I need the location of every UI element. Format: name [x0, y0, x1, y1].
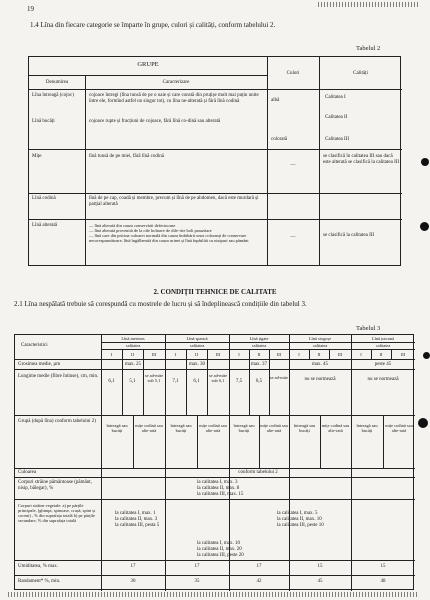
- sub-III: III: [215, 352, 221, 357]
- header-denumire: Denumirea: [45, 80, 69, 85]
- table-3: [14, 334, 414, 590]
- scan-speck: [420, 222, 429, 231]
- cell-value: max. 30: [188, 362, 206, 367]
- cell-value: la calitatea I, max. 3: [197, 480, 238, 485]
- cell-value: întreagă sau bucăți: [233, 423, 255, 434]
- section-1-4-text: 1.4 Lîna din fiecare categorie se împarte în grupe, culori și calități, conform tabelului 2.: [30, 21, 276, 29]
- cell-value: la calitatea III, max. 15: [197, 492, 244, 497]
- cell-value: la calitatea I, max. 10: [197, 541, 241, 546]
- cell-value: 35: [194, 579, 200, 584]
- cell-value: 7,1: [172, 379, 179, 384]
- scan-noise: [8, 592, 418, 597]
- cell-value: 48: [380, 579, 386, 584]
- cell-value: la calitatea II, max. 10: [277, 517, 322, 522]
- cell-value: 5,1: [129, 379, 136, 384]
- row-calitate: Calitatea I: [325, 95, 346, 100]
- cell-value: mițe codină sau alte-rată: [321, 423, 350, 434]
- row-calitate: se clasifică în calitatea III sau dacă este alterată se clasifică la calitatea III: [323, 154, 400, 165]
- column-header: Lînă țigaie: [249, 336, 269, 341]
- column-header: Lînă spancă: [186, 336, 208, 341]
- sub-II: II: [195, 352, 198, 357]
- cell-value: se ad-mite sub 5,1: [144, 373, 164, 384]
- row-label-culoare: Culoarea: [18, 470, 37, 475]
- cell-value: întreagă sau bucăți: [356, 423, 378, 434]
- calitatea-label: calitatea: [312, 343, 328, 348]
- row-desc: — lînă alterată din cauza conservării defectuoase — lînă alterată provenită de la oile bolnave de dife-rite boli parazitare — lînă care din pricina culoarei normală din cauza îmbibării unor coloranți de conservare necorespunzătoare, lînă îngălbenită din cauza urinei și lînă înpâslită cu nisipuri sau pământ: [89, 223, 249, 244]
- cell-value: 15: [380, 564, 386, 569]
- scan-speck: [418, 418, 428, 428]
- row-culoare: colorată: [271, 137, 288, 142]
- cell-value: la calitatea II, max. 3: [115, 517, 158, 522]
- sub-II: II: [131, 352, 134, 357]
- row-name: Lîna întreagă (cojoc): [32, 93, 74, 98]
- sub-III: III: [400, 352, 406, 357]
- scan-speck: [423, 352, 430, 359]
- sub-III: III: [337, 352, 343, 357]
- cell-value: 7,5: [235, 379, 243, 384]
- cell-value: peste 45: [374, 362, 392, 367]
- row-culoare: albă: [271, 98, 280, 103]
- sub-II: II: [257, 352, 261, 357]
- cell-value: mițe codină sau alte-rată: [260, 423, 288, 434]
- cell-value: întreagă sau bucăți: [170, 423, 192, 434]
- cell-value: 30: [130, 579, 136, 584]
- cell-value: conform tabelului 2: [238, 470, 278, 475]
- sub-I: I: [360, 352, 362, 357]
- header-caracteristici: Caracteristici: [21, 343, 48, 348]
- row-culoare: —: [290, 163, 296, 168]
- table2-caption: Tabelul 2: [356, 45, 381, 52]
- sub-I: I: [238, 352, 240, 357]
- cell-value: întreagă sau bucăți: [293, 423, 316, 434]
- cell-value: max. 45: [311, 362, 329, 367]
- row-calitate: se clasifică la calitatea III: [323, 233, 375, 238]
- cell-value: la calitatea I, max. 5: [277, 511, 318, 516]
- calitatea-label: calitatea: [375, 343, 391, 348]
- page-mark: 19: [27, 5, 34, 13]
- cell-value: max. 25: [124, 362, 142, 367]
- cell-value: la calitatea III, pesta 5: [115, 523, 160, 528]
- cell-value: 17: [194, 564, 200, 569]
- row-calitate: Calitatea III: [325, 137, 350, 142]
- scan-noise: [318, 2, 420, 7]
- header-calitati: Calități: [353, 71, 368, 76]
- row-label-lungime: Lungime medie (fibre întinse), cm, min.: [18, 374, 99, 379]
- header-grupe: GRUPE: [137, 61, 159, 68]
- cell-value: la calitatea II, max. 20: [197, 547, 242, 552]
- table3-caption: Tabelul 3: [356, 325, 381, 332]
- sub-III: III: [276, 352, 282, 357]
- cell-value: 17: [130, 564, 136, 569]
- cell-value: se ad-mite: [269, 375, 289, 380]
- sub-II: II: [317, 352, 321, 357]
- row-culoare: —: [290, 235, 296, 240]
- cell-value: 15: [317, 564, 323, 569]
- cell-value: 17: [256, 564, 262, 569]
- cell-value: la calitatea II, max. 8: [197, 486, 240, 491]
- cell-value: mițe codină sau alte-rată: [385, 423, 413, 434]
- row-name: Mițe: [32, 154, 42, 159]
- sub-I: I: [174, 352, 177, 357]
- cell-value: nu se normează: [367, 377, 399, 382]
- row-desc: cojoace rupte și fracțiuni de cojoace, fără lînă co-dină sau alterată: [89, 119, 221, 124]
- sub-I: I: [110, 352, 113, 357]
- cell-value: nu se normează: [304, 377, 336, 382]
- cell-value: întreagă sau bucăți: [106, 423, 128, 434]
- scan-speck: [421, 158, 429, 166]
- sub-II: II: [379, 352, 383, 357]
- cell-value: la calitatea III, peste 20: [197, 553, 244, 558]
- cell-value: mițe codină sau alte-rată: [135, 423, 163, 434]
- cell-value: max. 37: [250, 362, 268, 367]
- row-label-grosime: Grosimea medie, µm: [18, 362, 61, 367]
- sub-III: III: [151, 352, 157, 357]
- column-header: Lînă merinos: [121, 336, 145, 341]
- cell-value: 6,5: [255, 379, 263, 384]
- row-name: Lînă bucăți: [32, 119, 55, 124]
- calitatea-label: calitatea: [125, 343, 141, 348]
- column-header: Lînă stogoșe: [308, 336, 332, 341]
- header-caracterizare: Caracterizare: [162, 80, 190, 85]
- cell-value: 42: [256, 579, 262, 584]
- cell-value: la calitatea III, peste 10: [277, 523, 324, 528]
- cell-value: 6,1: [193, 379, 200, 384]
- row-label-corpuri-straine: Corpuri străine pământoase (pământ, nisip, bălegar), %: [18, 480, 92, 491]
- cell-value: se ad-mite sub 6,1: [208, 373, 228, 384]
- section-2-title: 2. CONDIȚII TEHNICE DE CALITATE: [153, 288, 277, 296]
- row-label-randament: Randament* %, min.: [18, 579, 61, 584]
- calitatea-label: calitatea: [189, 343, 205, 348]
- section-2-1-text: 2.1 Lîna nespălată trebuie să corespundă cu mostrele de lucru și să îndeplinească condițiile din tabelul 3.: [14, 300, 307, 308]
- row-name: Lînă alterată: [32, 223, 58, 228]
- sub-I: I: [298, 352, 300, 357]
- row-desc: lînă de pe cap, coadă și membre, precum și lînă de pe abdomen, dacă este murdară și parțial alterată: [89, 196, 259, 207]
- cell-value: la calitatea I, max. 1: [115, 511, 156, 516]
- cell-value: mițe codină sau alte-rată: [199, 423, 227, 434]
- cell-value: 45: [317, 579, 323, 584]
- row-name: Lînă codină: [32, 196, 56, 201]
- row-calitate: Calitatea II: [325, 115, 348, 120]
- row-label-grupa: Grupă (după lîna) conform tabelului 2): [18, 419, 96, 424]
- calitatea-label: calitatea: [251, 343, 267, 348]
- table-2: [28, 56, 401, 266]
- header-culori: Culori: [286, 71, 300, 76]
- row-label-umiditate: Umiditatea, % max.: [18, 564, 58, 569]
- cell-value: 6,1: [108, 379, 115, 384]
- row-label-corpuri-vegetale: Corpuri străine vegetale: a) pe părțile principale, (ghimpi, spinoase, crușă, spini și coceni) , % din suprafața totală b) pe părțile secundare, % din suprafața totală: [18, 503, 96, 524]
- column-header: Lînă țurcană: [371, 336, 395, 341]
- row-desc: cojoace întregi (lîna tunsă de pe o oaie și care constă din pruțișe mult mai puțin unite între ele, formînd astfel un singur tot), cu lîna ne-alterată și fără lînă codină: [89, 93, 259, 104]
- row-desc: lînă tunsă de pe miei, fără lînă codină: [89, 154, 164, 159]
